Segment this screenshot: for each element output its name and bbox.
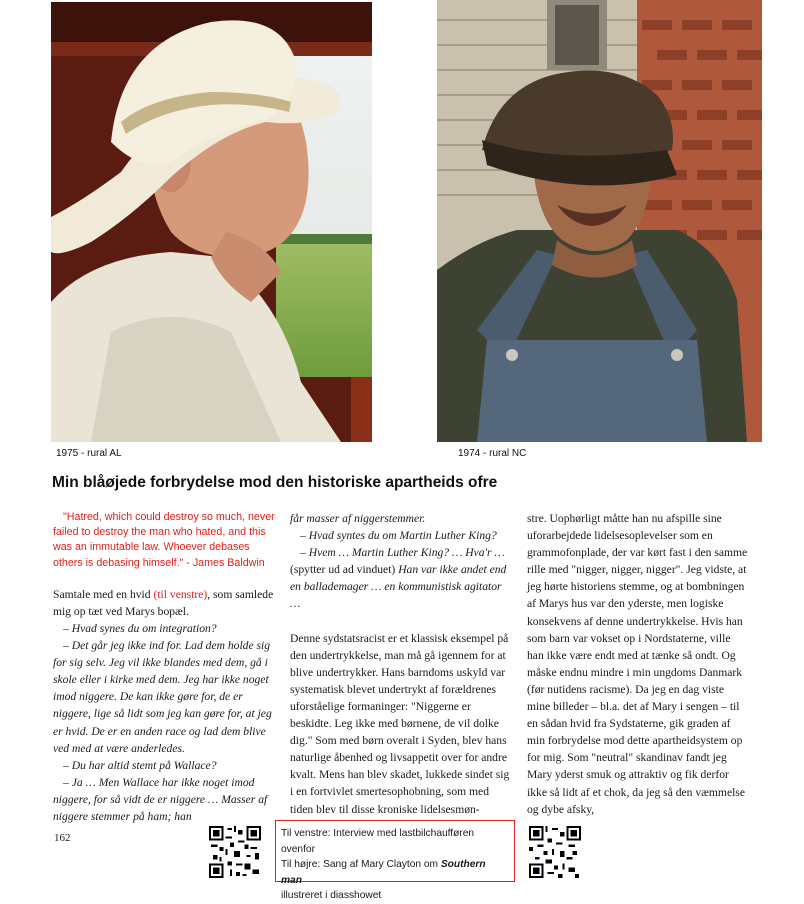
article-headline: Min blåøjede forbrydelse mod den historiske apartheids ofre — [52, 474, 498, 491]
text-column-1 — [53, 510, 275, 825]
note-right-reference: Til højre: Sang af Mary Clayton om Southern man — [281, 859, 486, 886]
interview-answer: – Hvem … Martin Luther King? … Hva'r … (spytter ud ad vinduet) Han var ikke andet end en ballademager … en kommunistisk agitator … — [290, 546, 507, 611]
interview-question: – Hvad synes du om integration? — [63, 622, 217, 635]
body-paragraph: Denne sydstatsracist er et klassisk eksempel på den undertrykkelse, man må gå igennem for at blive undertrykker. Hans barndoms uskyld var systematisk blevet undertrykt af forældrenes uforståelige formaninger: "Niggerne er beskidte. Leg ikke med børnene, de vil dolke dig." Som med børn overalt i Syden, blev hans naturlige åbenhed og livsappetit over for andre kvalt. Mens han blev skadet, lukkede sindet sig i en fortvivlet smertesophobning, som med tiden blev til disse kroniske lidelsesmøn- — [290, 631, 510, 816]
interview-answer: – Det går jeg ikke ind for. Lad dem holde sig for sig selv. Jeg vil ikke blandes med dem, gå i skole eller i kirke med dem. Jeg har ikke noget imod niggere. De kan ikke gøre for, de er niggere, lige så lidt som jeg kan gøre for, at jeg er hvid. De er en anden race og lad dem blive ved med at være anderledes. — [53, 639, 272, 755]
song-title: Southern man — [281, 859, 486, 886]
body-paragraph: stre. Uophørligt måtte han nu afspille sine uforarbejdede lidelsesoplevelser som en grammofonplade, der var kørt fast i den samme rille med "nigger, nigger, nigger". Jeg vidste, at jeg hørte historiens stemme, og at bombningen af Marys hus var den yderste, men logiske konsekvens af denne undertrykkelse. Hvis han som barn var vokset op i Nordstaterne, ville han ikke være endt med at tænke så ondt. Og måske endnu mindre i min ungdoms Danmark (før nutidens racisme). Da jeg en dag viste mine billeder – bl.a. det af Mary i sengen – til en sådan hvid fra Sydstaterne, gik graden af min forbrydelse mod dette apartheidsystem op for mig. Som "neutral" skandinav fandt jeg Mary yderst smuk og attraktiv og fik derfor ikke så lidt af et chok, da jeg så den væmmelse og dybe afsky, — [527, 512, 748, 816]
qr-code-icon[interactable] — [209, 826, 261, 878]
interview-answer: – Ja … Men Wallace har ikke noget imod niggere, for så vidt de er niggere … Masser af niggere stemmer på ham; han — [53, 775, 268, 824]
interview-intro: Samtale med en hvid (til venstre), som samlede mig op tæt ved Marys bopæl. — [53, 587, 274, 618]
interview-question: – Du har altid stemt på Wallace? — [63, 758, 217, 772]
interview-answer: får masser af niggerstemmer. — [290, 512, 426, 525]
photo-caption-right: 1974 - rural NC — [458, 448, 527, 459]
interview-question: – Hvad syntes du om Martin Luther King? — [300, 529, 497, 543]
text-column-2 — [290, 510, 512, 818]
left-reference: (til venstre) — [153, 587, 208, 601]
note-left-reference: Til venstre: Interview med lastbilchaufføren ovenfor — [281, 828, 475, 855]
photo-caption-left: 1975 - rural AL — [56, 448, 122, 459]
qr-code-icon[interactable] — [529, 826, 581, 878]
baldwin-quote: "Hatred, which could destroy so much, never failed to destroy the man who hated, and this was an immutable law. Whoever debases others is debasing himself." - James Baldwin — [53, 511, 275, 569]
text-column-3 — [527, 510, 749, 818]
photo-man-in-cap-and-overalls — [437, 0, 762, 442]
media-note-box — [275, 820, 515, 901]
note-slideshow: illustreret i diasshowet — [281, 890, 382, 901]
photo-man-in-straw-hat — [51, 2, 372, 442]
page-number: 162 — [54, 832, 71, 844]
